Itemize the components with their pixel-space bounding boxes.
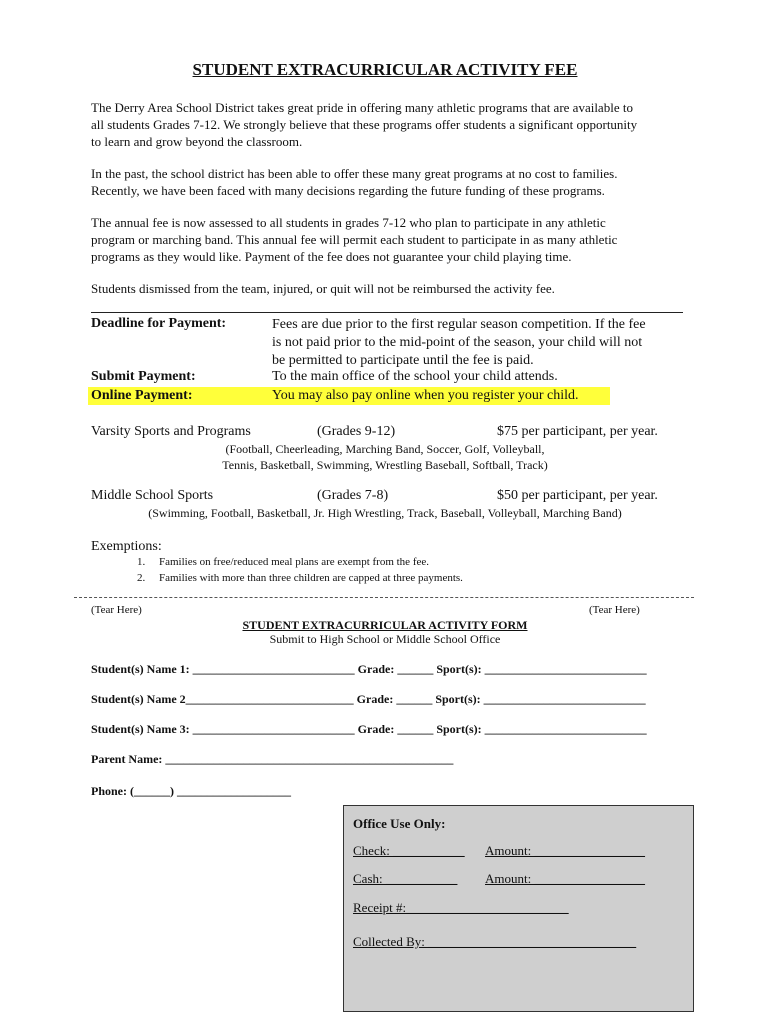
text-line: In the past, the school district has been able to offer these many great programs at no cost to families.: [91, 166, 618, 181]
middle-school-fee: $50 per participant, per year.: [497, 488, 658, 503]
text-line: program or marching band. This annual fee will permit each student to participate in as many athletic: [91, 232, 618, 247]
submit-payment-label: Submit Payment:: [91, 369, 196, 384]
tear-here-left: (Tear Here): [91, 604, 142, 616]
submit-payment-value: To the main office of the school your child attends.: [272, 369, 558, 384]
form-subtitle: Submit to High School or Middle School Office: [269, 632, 501, 646]
student-name-3-field[interactable]: Student(s) Name 3: ___________________________ Grade: ______ Sport(s): ___________________________: [91, 722, 647, 736]
online-payment-label: Online Payment:: [88, 387, 271, 405]
office-use-heading: Office Use Only:: [353, 816, 446, 831]
office-receipt-field[interactable]: Receipt #:_________________________: [353, 900, 569, 915]
varsity-sports-list: [0, 441, 770, 473]
text-line: all students Grades 7-12. We strongly believe that these programs offer students a significant opportunity: [91, 117, 638, 132]
exemption-number: 1.: [137, 556, 146, 568]
phone-field[interactable]: Phone: (______) ___________________: [91, 784, 291, 798]
text-line: programs as they would like. Payment of the fee does not guarantee your child playing time.: [91, 249, 572, 264]
text-line: Fees are due prior to the first regular season competition. If the fee: [272, 317, 646, 332]
deadline-value: [272, 316, 646, 370]
office-cash-amount-field[interactable]: Amount: _________________: [485, 871, 645, 886]
office-check-field[interactable]: Check: ___________: [353, 843, 465, 858]
text-line: The Derry Area School District takes great pride in offering many athletic programs that are available to: [91, 100, 633, 115]
form-title: STUDENT EXTRACURRICULAR ACTIVITY FORM: [242, 618, 528, 632]
fee-paragraph: [91, 214, 691, 265]
text-line: to learn and grow beyond the classroom.: [91, 134, 303, 149]
varsity-grades: (Grades 9-12): [317, 424, 396, 439]
middle-school-name: Middle School Sports: [91, 488, 214, 503]
middle-school-sports-list: (Swimming, Football, Basketball, Jr. High Wrestling, Track, Baseball, Volleyball, Marching Band): [148, 506, 622, 520]
intro-paragraph: [91, 99, 691, 150]
exemption-number: 2.: [137, 572, 146, 584]
tear-here-right: (Tear Here): [589, 604, 640, 616]
middle-school-grades: (Grades 7-8): [317, 488, 389, 503]
exemption-item: Families on free/reduced meal plans are exempt from the fee.: [159, 556, 429, 568]
exemptions-heading: Exemptions:: [91, 539, 162, 554]
online-payment-value: You may also pay online when you register your child.: [268, 387, 610, 405]
tear-line: [74, 597, 694, 598]
varsity-name: Varsity Sports and Programs: [91, 424, 251, 439]
student-name-1-field[interactable]: Student(s) Name 1: ___________________________ Grade: ______ Sport(s): ___________________________: [91, 662, 647, 676]
varsity-fee: $75 per participant, per year.: [497, 424, 658, 439]
text-line: Tennis, Basketball, Swimming, Wrestling Baseball, Softball, Track): [222, 458, 548, 472]
text-line: be permitted to participate until the fee is paid.: [272, 353, 534, 368]
reimbursement-paragraph: Students dismissed from the team, injured, or quit will not be reimbursed the activity fee.: [91, 281, 555, 296]
history-paragraph: [91, 165, 691, 199]
student-name-2-field[interactable]: Student(s) Name 2____________________________ Grade: ______ Sport(s): ___________________________: [91, 692, 646, 706]
text-line: is not paid prior to the mid-point of the season, your child will not: [272, 335, 643, 350]
deadline-label: Deadline for Payment:: [91, 316, 227, 331]
office-check-amount-field[interactable]: Amount: _________________: [485, 843, 645, 858]
office-cash-field[interactable]: Cash: ___________: [353, 871, 458, 886]
divider: [91, 312, 683, 313]
parent-name-field[interactable]: Parent Name: ________________________________________________: [91, 752, 454, 766]
text-line: (Football, Cheerleading, Marching Band, Soccer, Golf, Volleyball,: [225, 442, 545, 456]
text-line: Recently, we have been faced with many decisions regarding the future funding of these programs.: [91, 183, 605, 198]
page-title: STUDENT EXTRACURRICULAR ACTIVITY FEE: [192, 60, 578, 79]
office-collected-by-field[interactable]: Collected By: ________________________________: [353, 934, 637, 949]
exemption-item: Families with more than three children are capped at three payments.: [159, 572, 463, 584]
text-line: The annual fee is now assessed to all students in grades 7-12 who plan to participate in any athletic: [91, 215, 606, 230]
